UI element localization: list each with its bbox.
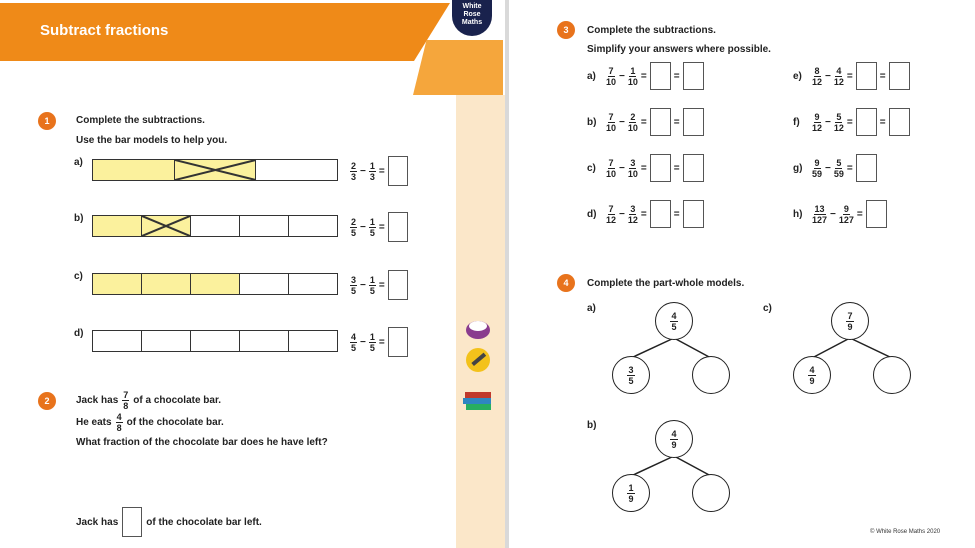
part-circle-left <box>612 474 650 512</box>
q1-row-label: c) <box>74 271 83 282</box>
subtrahend-fraction: $\frac{1}{10}$ <box>627 65 638 87</box>
minus-sign: − <box>619 70 625 82</box>
subtrahend-fraction: $\frac{1}{5}$ <box>369 274 375 296</box>
q1-row-label: a) <box>74 157 83 168</box>
q3-answer-box[interactable] <box>650 62 671 90</box>
q2-answer-box[interactable] <box>122 507 142 537</box>
subtrahend-fraction: $\frac{3}{12}$ <box>627 203 638 225</box>
q3-answer-box[interactable] <box>856 62 877 90</box>
bar-cell <box>93 216 142 236</box>
equals-sign: = <box>640 116 647 128</box>
subtrahend-fraction: $\frac{1}{5}$ <box>369 331 375 353</box>
minuend-fraction: $\frac{13}{127}$ <box>812 203 828 225</box>
cake-icon <box>465 316 491 340</box>
minus-sign: − <box>619 162 625 174</box>
q3-item-label: c) <box>587 162 596 174</box>
subtrahend-fraction: $\frac{5}{12}$ <box>833 111 844 133</box>
q4-model-label: b) <box>587 420 597 431</box>
connector-line <box>812 338 850 358</box>
q3-item <box>793 62 910 90</box>
minuend-fraction: $\frac{7}{12}$ <box>606 203 617 225</box>
bar-cell <box>93 274 142 294</box>
q3-answer-box[interactable] <box>856 108 877 136</box>
cross-out-mark <box>175 160 256 180</box>
bar-cell <box>191 216 240 236</box>
equals-sign: = <box>879 70 886 82</box>
q3-item <box>587 62 704 90</box>
part-circle-right-empty[interactable] <box>692 356 730 394</box>
cross-out-mark <box>142 216 190 236</box>
minuend-fraction: $\frac{9}{12}$ <box>812 111 823 133</box>
circle-fraction: $\frac{3}{5}$ <box>628 364 634 386</box>
equals-sign: = <box>846 162 853 174</box>
q3-item-label: h) <box>793 208 803 220</box>
q3-item-label: e) <box>793 70 802 82</box>
circle-fraction: $\frac{4}{5}$ <box>671 310 677 332</box>
banner-ribbon <box>413 40 503 95</box>
bar-cell <box>240 331 289 351</box>
q3-answer-box[interactable] <box>650 108 671 136</box>
equals-sign: = <box>856 208 863 220</box>
bar-cell <box>289 331 337 351</box>
bar-cell <box>93 160 175 180</box>
minuend-fraction: $\frac{3}{5}$ <box>351 274 357 296</box>
q2-question: What fraction of the chocolate bar does he have left? <box>76 437 328 448</box>
equals-sign: = <box>378 221 385 233</box>
q3-answer-box[interactable] <box>650 154 671 182</box>
equals-sign: = <box>378 165 385 177</box>
minuend-fraction: $\frac{2}{5}$ <box>351 216 357 238</box>
q3-simplified-box[interactable] <box>683 200 704 228</box>
bar-model <box>92 273 338 295</box>
circle-fraction: $\frac{4}{9}$ <box>809 364 815 386</box>
part-circle-right-empty[interactable] <box>692 474 730 512</box>
circle-fraction: $\frac{4}{9}$ <box>671 428 677 450</box>
q3-item <box>793 200 887 228</box>
q3-item <box>587 108 704 136</box>
q3-item-label: b) <box>587 116 597 128</box>
equals-sign: = <box>846 70 853 82</box>
minuend-fraction: $\frac{2}{3}$ <box>351 160 357 182</box>
whole-circle <box>831 302 869 340</box>
pencil-icon <box>465 347 491 373</box>
part-circle-left <box>612 356 650 394</box>
circle-fraction: $\frac{7}{9}$ <box>847 310 853 332</box>
minus-sign: − <box>619 116 625 128</box>
q1-equation <box>350 156 408 186</box>
q3-simplified-box[interactable] <box>889 108 910 136</box>
bar-model <box>92 215 338 237</box>
q3-instruction: Complete the subtractions. <box>587 25 716 36</box>
q3-item <box>793 108 910 136</box>
connector-line <box>850 338 892 358</box>
equals-sign: = <box>846 116 853 128</box>
whole-circle <box>655 302 693 340</box>
q1-row-label: d) <box>74 328 84 339</box>
white-rose-maths-logo: White Rose Maths <box>452 0 492 36</box>
connector-line <box>631 456 674 476</box>
connector-line <box>674 338 711 358</box>
bar-cell <box>289 274 337 294</box>
bar-cell <box>142 274 191 294</box>
minus-sign: − <box>360 336 366 348</box>
equals-sign: = <box>640 70 647 82</box>
bar-cell <box>256 160 337 180</box>
minuend-fraction: $\frac{7}{10}$ <box>606 157 617 179</box>
minus-sign: − <box>825 70 831 82</box>
minuend-fraction: $\frac{8}{12}$ <box>812 65 823 87</box>
equals-sign: = <box>640 208 647 220</box>
minus-sign: − <box>825 162 831 174</box>
minuend-fraction: $\frac{7}{10}$ <box>606 111 617 133</box>
q3-simplified-box[interactable] <box>889 62 910 90</box>
books-icon <box>463 390 493 412</box>
q3-answer-box[interactable] <box>856 154 877 182</box>
connector-line <box>631 338 674 358</box>
q3-item-label: f) <box>793 116 800 128</box>
bar-cell <box>240 216 289 236</box>
bar-cell <box>191 331 240 351</box>
bar-cell <box>191 274 240 294</box>
minuend-fraction: $\frac{9}{59}$ <box>812 157 823 179</box>
minuend-fraction: $\frac{7}{10}$ <box>606 65 617 87</box>
equals-sign: = <box>378 336 385 348</box>
q2-line1: Jack has $\frac{7}{8}$ of a chocolate bar. <box>76 390 222 411</box>
q3-simplified-box[interactable] <box>683 154 704 182</box>
equals-sign: = <box>879 116 886 128</box>
q3-item <box>587 154 704 182</box>
minus-sign: − <box>360 221 366 233</box>
minuend-fraction: $\frac{4}{5}$ <box>351 331 357 353</box>
question-number-3: 3 <box>557 21 575 39</box>
equals-sign: = <box>673 116 680 128</box>
minus-sign: − <box>825 116 831 128</box>
q2-line2: He eats $\frac{4}{8}$ of the chocolate bar. <box>76 412 224 433</box>
subtrahend-fraction: $\frac{5}{59}$ <box>833 157 844 179</box>
subtrahend-fraction: $\frac{1}{5}$ <box>369 216 375 238</box>
subtrahend-fraction: $\frac{2}{10}$ <box>627 111 638 133</box>
q3-item <box>793 154 877 182</box>
equals-sign: = <box>673 162 680 174</box>
q4-model-label: a) <box>587 303 596 314</box>
bar-model <box>92 159 338 181</box>
q3-item-label: a) <box>587 70 596 82</box>
q3-answer-box[interactable] <box>866 200 887 228</box>
whole-circle <box>655 420 693 458</box>
question-number-4: 4 <box>557 274 575 292</box>
q3-item <box>587 200 704 228</box>
subtrahend-fraction: $\frac{3}{10}$ <box>627 157 638 179</box>
bar-cell <box>93 331 142 351</box>
bar-cell <box>240 274 289 294</box>
bar-cell <box>289 216 337 236</box>
q3-simplified-box[interactable] <box>683 62 704 90</box>
q1-equation <box>350 327 408 357</box>
copyright-footer: © White Rose Maths 2020 <box>870 529 941 535</box>
q3-item-label: d) <box>587 208 597 220</box>
q3-simplified-box[interactable] <box>683 108 704 136</box>
question-number-2: 2 <box>38 392 56 410</box>
equals-sign: = <box>673 70 680 82</box>
page-divider <box>505 0 509 548</box>
equals-sign: = <box>378 279 385 291</box>
q1-row-label: b) <box>74 213 84 224</box>
connector-line <box>674 456 711 476</box>
page-title: Subtract fractions <box>40 22 169 39</box>
q3-answer-box[interactable] <box>650 200 671 228</box>
bar-cell <box>175 160 257 180</box>
q1-answer-box[interactable] <box>388 156 408 186</box>
q1-answer-box[interactable] <box>388 327 408 357</box>
minus-sign: − <box>830 208 836 220</box>
bar-cell <box>142 216 191 236</box>
q1-instruction: Complete the subtractions. <box>76 115 205 126</box>
minus-sign: − <box>360 279 366 291</box>
part-circle-left <box>793 356 831 394</box>
q3-hint: Simplify your answers where possible. <box>587 44 771 55</box>
bar-cell <box>142 331 191 351</box>
minus-sign: − <box>360 165 366 177</box>
q1-equation <box>350 270 408 300</box>
q1-hint: Use the bar models to help you. <box>76 135 228 146</box>
subtrahend-fraction: $\frac{1}{3}$ <box>369 160 375 182</box>
q1-answer-box[interactable] <box>388 270 408 300</box>
equals-sign: = <box>673 208 680 220</box>
q1-answer-box[interactable] <box>388 212 408 242</box>
part-circle-right-empty[interactable] <box>873 356 911 394</box>
subtrahend-fraction: $\frac{4}{12}$ <box>833 65 844 87</box>
q1-equation <box>350 212 408 242</box>
bar-model <box>92 330 338 352</box>
circle-fraction: $\frac{1}{9}$ <box>628 482 634 504</box>
equals-sign: = <box>640 162 647 174</box>
question-number-1: 1 <box>38 112 56 130</box>
minus-sign: − <box>619 208 625 220</box>
q4-instruction: Complete the part-whole models. <box>587 278 745 289</box>
subtrahend-fraction: $\frac{9}{127}$ <box>838 203 854 225</box>
q2-answer-line: Jack has of the chocolate bar left. <box>76 507 262 537</box>
q4-model-label: c) <box>763 303 772 314</box>
q3-item-label: g) <box>793 162 803 174</box>
